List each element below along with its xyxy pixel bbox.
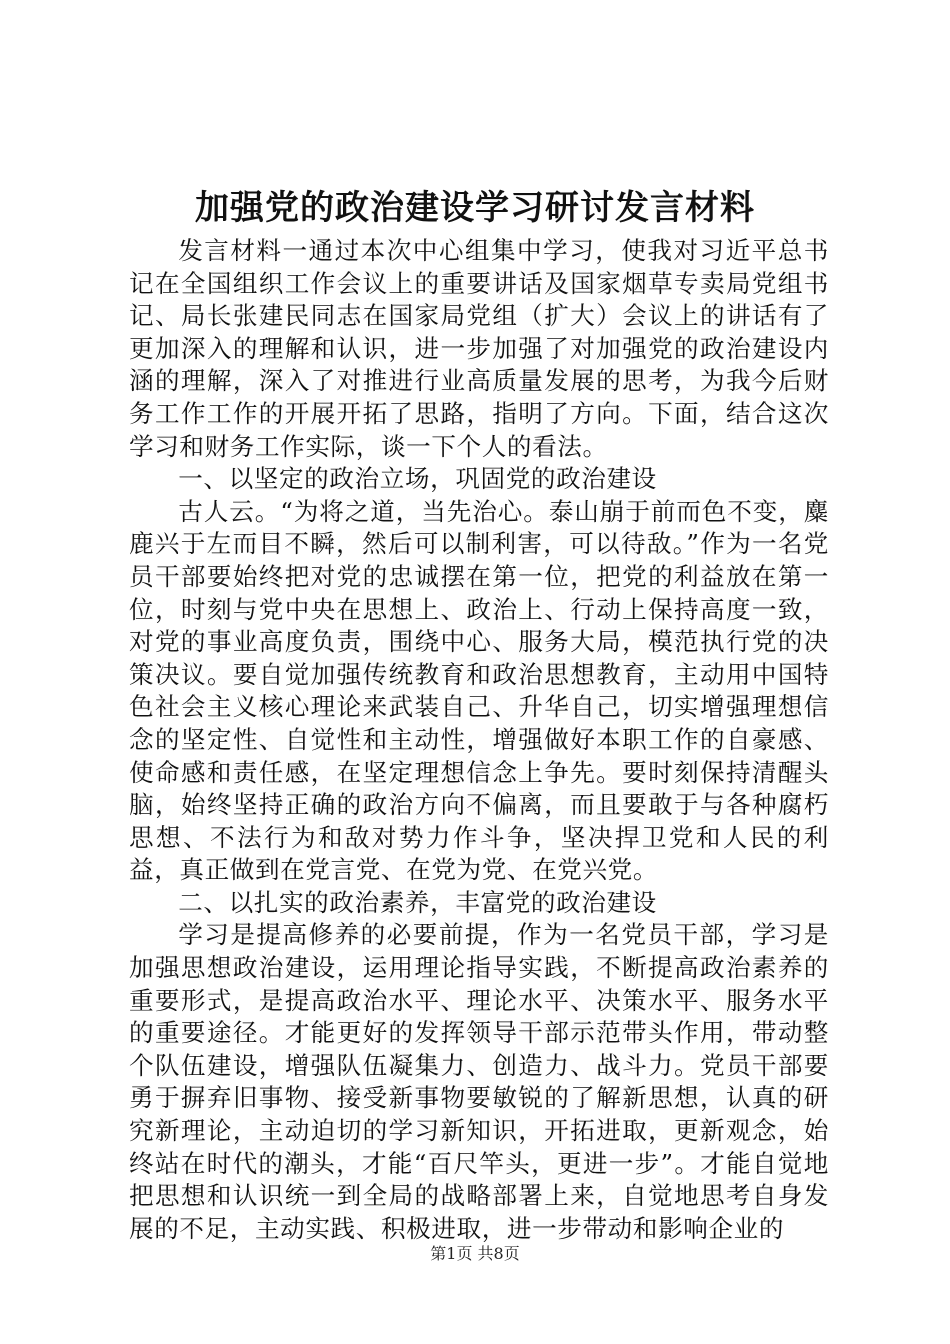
document-body (129, 235, 829, 1245)
paragraph-section-2: 学习是提高修养的必要前提，作为一名党员干部，学习是加强思想政治建设，运用理论指导实践，不断提高政治素养的重要形式，是提高政治水平、理论水平、决策水平、服务水平的重要途径。才能更好的发挥领导干部示范带头作用，带动整个队伍建设，增强队伍凝集力、创造力、战斗力。党员干部要勇于摒弃旧事物、接受新事物要敏锐的了解新思想，认真的研究新理论，主动迫切的学习新知识，开拓进取，更新观念，始终站在时代的潮头，才能“百尺竿头，更进一步”。才能自觉地把思想和认识统一到全局的战略部署上来，自觉地思考自身发展的不足，主动实践、积极进取，进一步带动和影响企业的 (129, 920, 829, 1243)
section-heading-2: 二、以扎实的政治素养，丰富党的政治建设 (178, 887, 657, 917)
section-heading-1: 一、以坚定的政治立场，巩固党的政治建设 (178, 464, 657, 494)
paragraph-intro: 发言材料一通过本次中心组集中学习，使我对习近平总书记在全国组织工作会议上的重要讲话及国家烟草专卖局党组书记、局长张建民同志在国家局党组（扩大）会议上的讲话有了更加深入的理解和认识，进一步加强了对加强党的政治建设内涵的理解，深入了对推进行业高质量发展的思考，为我今后财务工作工作的开展开拓了思路，指明了方向。下面，结合这次学习和财务工作实际，谈一下个人的看法。 (129, 236, 829, 461)
page-footer: 第1页 共8页 (430, 1244, 520, 1263)
document-title: 加强党的政治建设学习研讨发言材料 (195, 188, 755, 228)
paragraph-section-1: 古人云。“为将之道，当先治心。泰山崩于前而色不变，麋鹿兴于左而目不瞬，然后可以制利害，可以待敌。”作为一名党员干部要始终把对党的忠诚摆在第一位，把党的利益放在第一位，时刻与党中央在思想上、政治上、行动上保持高度一致，对党的事业高度负责，围绕中心、服务大局，模范执行党的决策决议。要自觉加强传统教育和政治思想教育，主动用中国特色社会主义核心理论来武装自己、升华自己，切实增强理想信念的坚定性、自觉性和主动性，增强做好本职工作的自豪感、使命感和责任感，在坚定理想信念上争先。要时刻保持清醒头脑，始终坚持正确的政治方向不偏离，而且要敢于与各种腐朽思想、不法行为和敌对势力作斗争，坚决捍卫党和人民的利益，真正做到在党言党、在党为党、在党兴党。 (129, 496, 829, 885)
